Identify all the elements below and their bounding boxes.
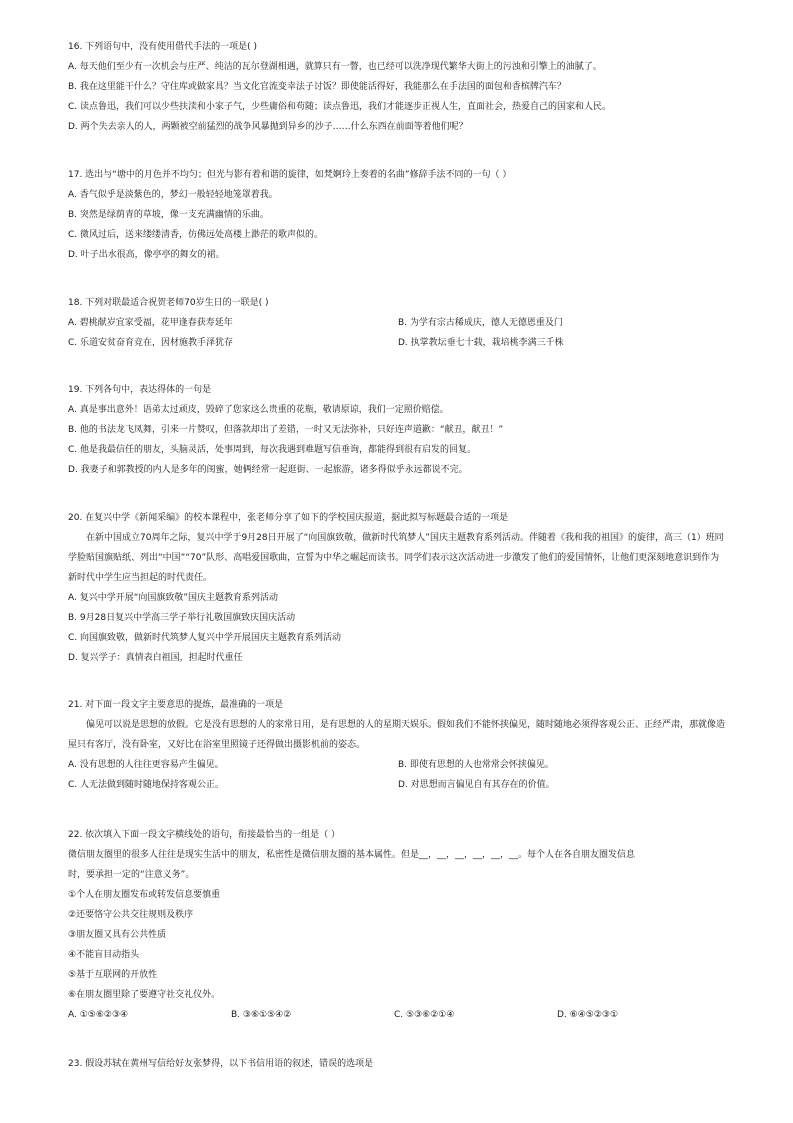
question-17-option-d: D. 叶子出水很高，像亭亭的舞女的裙。 <box>68 250 225 260</box>
question-21-option-a: A. 没有思想的人往往更容易产生偏见。 <box>68 760 224 770</box>
question-18-option-c: C. 乐道安贫奋育竞在，因材施教手泽犹存 <box>68 338 234 348</box>
question-17-option-a: A. 香气似乎是淡紫色的，梦幻一般轻轻地笼罩着我。 <box>68 190 278 200</box>
question-22-option-b: B. ③⑥①⑤④② <box>231 1010 292 1020</box>
question-16 <box>68 37 728 137</box>
question-21 <box>68 695 728 795</box>
question-22-item-1: ①个人在朋友圈发布或转发信息要慎重 <box>68 890 221 900</box>
question-16-stem: 16. 下列语句中，没有使用借代手法的一项是( ) <box>68 42 258 52</box>
question-21-options-row-2 <box>68 775 728 795</box>
question-22-item-6: ⑥在朋友圈里除了要遵守社交礼仪外。 <box>68 990 221 1000</box>
question-20 <box>68 508 728 668</box>
question-19-option-c: C. 他是我最信任的朋友，头脑灵活，处事周到，每次我遇到难题写信垂询，都能得到很有启发的回复。 <box>68 445 477 455</box>
question-22-options-row <box>68 1005 728 1025</box>
question-23 <box>68 1054 728 1074</box>
question-16-option-d: D. 两个失去亲人的人，两颗被空前猛烈的战争风暴抛到异乡的沙子……什么东西在前面等着他们呢？ <box>68 122 468 132</box>
question-17 <box>68 165 728 265</box>
question-18-option-b: B. 为学有宗古稀成庆，德人无德恩重及门 <box>398 318 563 328</box>
question-20-stem: 20. 在复兴中学《新闻采编》的校本课程中，张老师分享了如下的学校国庆报道，据此拟写标题最合适的一项是 <box>68 513 509 523</box>
question-21-passage: 偏见可以说是思想的放假。它是没有思想的人的家常日用，是有思想的人的星期天娱乐。假如我们不能怀挟偏见，随时随地必须得客观公正、正经严肃，那就像造屋只有客厅，没有卧室，又好比在浴室里照镜子还得做出摄影机前的姿态。 <box>68 720 726 750</box>
question-16-option-c: C. 读点鲁迅，我们可以少些扶渎和小家子气，少些庸俗和苟随；读点鲁迅，我们才能逐步正视人生，直面社会，热爱自己的国家和人民。 <box>68 102 612 112</box>
question-22-stem: 22. 依次填入下面一段文字横线处的语句，衔接最恰当的一组是（ ） <box>68 830 341 840</box>
question-22-item-2: ②还要恪守公共交往规则及秩序 <box>68 910 194 920</box>
question-16-option-a: A. 每天他们至少有一次机会与庄严、纯洁的瓦尔登湖相遇，就算只有一瞥，也已经可以洗净现代繁华大街上的污浊和引擎上的油腻了。 <box>68 62 602 72</box>
question-22-passage-line-1: 微信朋友圈里的很多人往往是现实生活中的朋友，私密性是微信朋友圈的基本属性。但是__，__，__，__，__，__。每个人在各自朋友圈发信息 <box>68 850 636 860</box>
question-20-option-a: A. 复兴中学开展“向国旗致敬”国庆主题教育系列活动 <box>68 593 279 603</box>
question-18-option-a: A. 碧桃献岁宜家受福，花甲逢春获寿延年 <box>68 318 233 328</box>
question-19-stem: 19. 下列各句中，表达得体的一句是 <box>68 385 212 395</box>
question-20-option-c: C. 向国旗致敬，做新时代筑梦人复兴中学开展国庆主题教育系列活动 <box>68 633 342 643</box>
question-20-option-d: D. 复兴学子：真情表白祖国，担起时代重任 <box>68 653 243 663</box>
question-18 <box>68 293 728 353</box>
question-17-option-c: C. 微风过后，送来缕缕清香，仿佛远处高楼上渺茫的歌声似的。 <box>68 230 324 240</box>
question-22-option-a: A. ①⑤⑥②③④ <box>68 1010 129 1020</box>
question-17-stem: 17. 选出与“塘中的月色并不均匀；但光与影有着和谐的旋律，如梵婀玲上奏着的名曲”修辞手法不同的一句（ ） <box>68 170 512 180</box>
question-19-option-d: D. 我妻子和郭教授的内人是多年的闺蜜，她俩经常一起逛街、一起旅游，诸多得似乎永远都说不完。 <box>68 465 468 475</box>
question-22-passage-line-2: 时，要承担一定的“注意义务”。 <box>68 870 195 880</box>
question-21-stem: 21. 对下面一段文字主要意思的提炼，最准确的一项是 <box>68 700 284 710</box>
question-22 <box>68 825 728 1025</box>
question-18-stem: 18. 下列对联最适合祝贺老师70岁生日的一联是( ) <box>68 298 269 308</box>
question-21-options-row-1 <box>68 755 728 775</box>
question-20-passage: 在新中国成立70周年之际，复兴中学于9月28日开展了“向国旗致敬，做新时代筑梦人”国庆主题教育系列活动。伴随着《我和我的祖国》的旋律，高三（1）班同学脸贴国旗贴纸、列出“中国”“70”队形、高唱爱国歌曲，宣誓为中华之崛起而读书。同学们表示这次活动进一步激发了他们的爱国情怀，让他们更深刻地意识到作为新时代中学生应当担起的时代责任。 <box>68 533 724 583</box>
question-22-option-c: C. ⑤③⑥②①④ <box>394 1010 455 1020</box>
question-21-option-d: D. 对思想而言偏见自有其存在的价值。 <box>398 780 555 790</box>
question-21-option-b: B. 即使有思想的人也常常会怀挟偏见。 <box>398 760 554 770</box>
question-19-option-b: B. 他的书法龙飞凤舞，引来一片赞叹，但落款却出了差错，一时又无法弥补，只好连声道歉：“献丑，献丑！” <box>68 425 504 435</box>
question-18-options-row-1 <box>68 313 728 333</box>
question-16-option-b: B. 我在这里能干什么？守住库或做家具？当文化官流变幸法子讨饭？即使能活得好，我能那么在手法国的面包和香槟牌汽车？ <box>68 82 566 92</box>
question-19-option-a: A. 真是事出意外！语弟太过顽皮，毁碎了您家这么贵重的花瓶，敬请原谅，我们一定照价赔偿。 <box>68 405 449 415</box>
question-22-option-d: D. ⑥④⑤②③① <box>557 1010 619 1020</box>
question-20-option-b: B. 9月28日复兴中学高三学子举行礼敬国旗致庆国庆活动 <box>68 613 296 623</box>
question-19 <box>68 380 728 480</box>
question-18-options-row-2 <box>68 333 728 353</box>
question-22-item-5: ⑤基于互联网的开放性 <box>68 970 158 980</box>
question-21-option-c: C. 人无法做到随时随地保持客观公正。 <box>68 780 225 790</box>
question-22-item-4: ④不能盲目动指头 <box>68 950 140 960</box>
question-22-item-3: ③朋友圈又具有公共性质 <box>68 930 167 940</box>
question-18-option-d: D. 执掌教坛垂七十载，栽培桃李满三千株 <box>398 338 564 348</box>
question-23-stem: 23. 假设苏轼在黄州写信给好友张梦得，以下书信用语的叙述，错误的选项是 <box>68 1059 374 1069</box>
question-17-option-b: B. 突然是绿荫青的草坡，像一支充满幽情的乐曲。 <box>68 210 269 220</box>
